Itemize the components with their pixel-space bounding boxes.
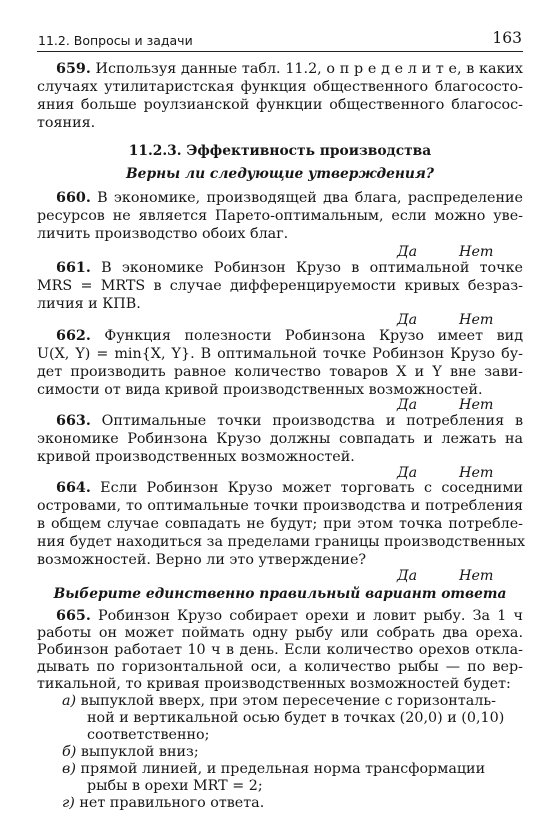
problem-664-line-1: 664. Если Робинзон Крузо может торговать с соседними <box>56 480 523 496</box>
answer-yes: Да <box>397 312 418 328</box>
problem-665-line-5: тикальной, то кривая производственных возможностей будет: <box>37 676 511 692</box>
answer-no: Нет <box>459 244 494 260</box>
section-heading-choice: Выберите единственно правильный вариант ответа <box>53 586 507 602</box>
option-d: г) нет правильного ответа. <box>62 795 265 811</box>
problem-663-line-3: кривой производственных возможностей. <box>37 449 355 465</box>
problem-664-line-5: возможностей. Верно ли это утверждение? <box>37 552 367 568</box>
option-a-cont-2: соответственно; <box>87 727 210 743</box>
problem-665-line-3: Робинзон работает 10 ч в день. Если количество орехов откла- <box>37 642 523 658</box>
answer-no: Нет <box>459 397 494 413</box>
option-a: а) выпуклой вверх, при этом пересечение с горизонталь- <box>62 693 496 709</box>
option-b: б) выпуклой вниз; <box>62 744 199 760</box>
problem-660-line-3: личить производство обоих благ. <box>37 226 289 242</box>
answer-yes: Да <box>397 465 418 481</box>
problem-664-line-4: ния будет находиться за пределами границы производственных <box>37 534 526 550</box>
problem-659-line-4: тояния. <box>37 115 96 131</box>
problem-662-line-3: дет производить равное количество товаров X и Y вне зави- <box>37 364 523 380</box>
problem-665-line-2: работы он может поймать одну рыбу или собрать два ореха. <box>37 625 523 641</box>
problem-660-line-2: ресурсов не является Парето-оптимальным, если можно уве- <box>37 208 523 224</box>
section-heading: 11.2.3. Эффективность производства <box>128 143 432 159</box>
problem-663-line-2: экономике Робинзона Крузо должны совпадать и лежать на <box>37 431 523 447</box>
problem-661-line-3: личия и КПВ. <box>37 296 141 312</box>
problem-659-line-3: яния больше роулзианской функции общественного благосос- <box>37 97 523 113</box>
problem-661-line-2: MRS = MRTS в случае дифференцируемости кривых безраз- <box>37 278 523 294</box>
problem-662-line-4: симости от вида кривой производственных возможностей. <box>37 382 483 398</box>
problem-number: 659. <box>56 61 91 77</box>
answer-yes: Да <box>397 244 418 260</box>
answer-yes: Да <box>397 397 418 413</box>
option-a-cont-1: ной и вертикальной осью будет в точках (20,0) и (0,10) <box>87 710 505 726</box>
answer-no: Нет <box>459 568 494 584</box>
problem-664-line-2: островами, то оптимальные точки производства и потребления <box>37 498 523 514</box>
problem-659-line-1: 659. Используя данные табл. 11.2, о п р е д е л и т е, в каких <box>56 61 523 77</box>
option-c-cont-1: рыбы в орехи MRT = 2; <box>87 778 263 794</box>
running-header-section: 11.2. Вопросы и задачи <box>38 33 193 48</box>
problem-664-line-3: в общем случае совпадать не будут; при этом точка потребле- <box>37 516 523 532</box>
section-subheading: Верны ли следующие утверждения? <box>126 166 434 182</box>
answer-no: Нет <box>459 465 494 481</box>
problem-665-line-1: 665. Робинзон Крузо собирает орехи и ловит рыбу. За 1 ч <box>56 608 523 624</box>
page-number: 163 <box>492 29 522 47</box>
answer-no: Нет <box>459 312 494 328</box>
problem-662-line-2: U(X, Y) = min{X, Y}. В оптимальной точке Робинзон Крузо бу- <box>37 346 523 362</box>
problem-665-line-4: дывать по горизонтальной оси, а количество рыбы — по вер- <box>37 659 523 675</box>
problem-659-line-2: случаях утилитаристская функция общественного благососто- <box>37 79 523 95</box>
option-c: в) прямой линией, и предельная норма трансформации <box>62 761 486 777</box>
problem-662-line-1: 662. Функция полезности Робинзона Крузо имеет вид <box>56 328 523 344</box>
problem-660-line-1: 660. В экономике, производящей два блага, распределение <box>56 190 523 206</box>
problem-663-line-1: 663. Оптимальные точки производства и потребления в <box>56 413 523 429</box>
header-rule <box>37 51 523 52</box>
answer-yes: Да <box>397 568 418 584</box>
problem-661-line-1: 661. В экономике Робинзон Крузо в оптимальной точке <box>56 260 523 276</box>
